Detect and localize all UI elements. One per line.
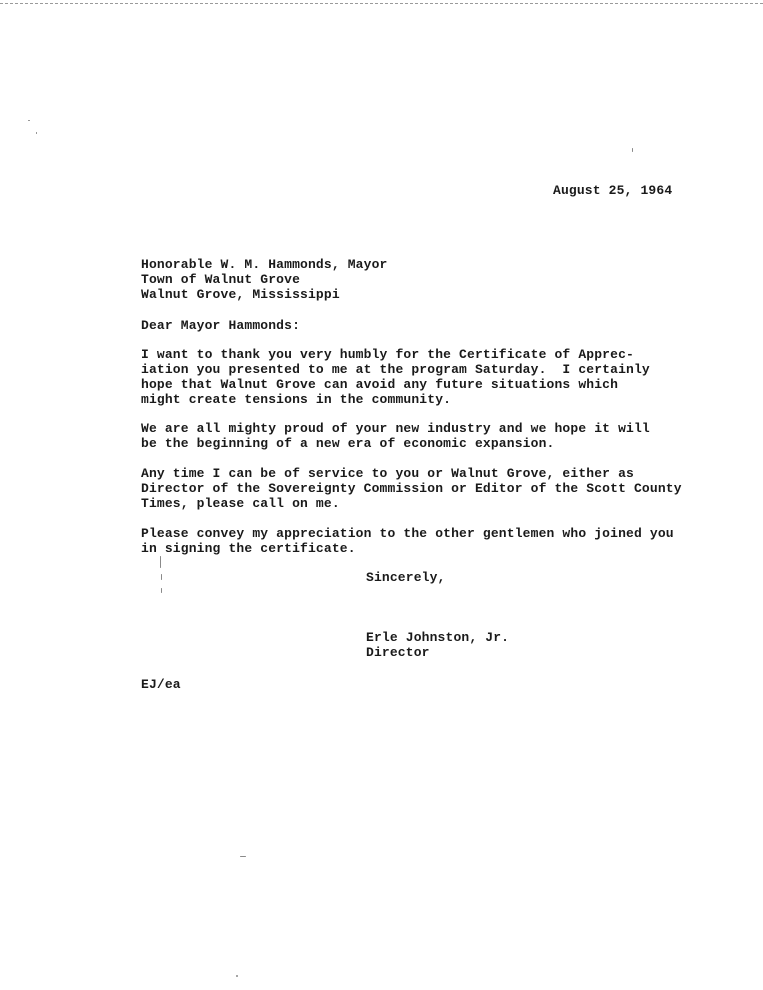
signature-title: Director [366,645,430,660]
scan-speck [632,148,633,152]
scan-mark [160,556,161,568]
scan-speck [28,120,30,121]
scan-mark [161,574,162,580]
letter-date: August 25, 1964 [553,183,673,198]
scan-speck [236,975,238,977]
typist-initials: EJ/ea [141,677,181,692]
paragraph-4-line-1: Please convey my appreciation to the other gentlemen who joined you [141,526,674,541]
paragraph-1-line-1: I want to thank you very humbly for the Certificate of Apprec- [141,347,634,362]
closing: Sincerely, [366,570,446,585]
scan-mark [161,588,162,593]
page-top-edge [0,3,763,4]
paragraph-2-line-1: We are all mighty proud of your new industry and we hope it will [141,421,650,436]
paragraph-3-line-1: Any time I can be of service to you or Walnut Grove, either as [141,466,634,481]
paragraph-1-line-2: iation you presented to me at the program Saturday. I certainly [141,362,650,377]
scan-speck [36,132,37,134]
recipient-line-2: Town of Walnut Grove [141,272,301,287]
scan-speck [240,856,246,857]
paragraph-1-line-3: hope that Walnut Grove can avoid any future situations which [141,377,619,392]
recipient-line-3: Walnut Grove, Mississippi [141,287,340,302]
recipient-line-1: Honorable W. M. Hammonds, Mayor [141,257,388,272]
paragraph-3-line-2: Director of the Sovereignty Commission or Editor of the Scott County [141,481,682,496]
signature-name: Erle Johnston, Jr. [366,630,510,645]
salutation: Dear Mayor Hammonds: [141,318,301,333]
paragraph-2-line-2: be the beginning of a new era of economic expansion. [141,436,555,451]
paragraph-4-line-2: in signing the certificate. [141,541,356,556]
paragraph-3-line-3: Times, please call on me. [141,496,340,511]
paragraph-1-line-4: might create tensions in the community. [141,392,452,407]
